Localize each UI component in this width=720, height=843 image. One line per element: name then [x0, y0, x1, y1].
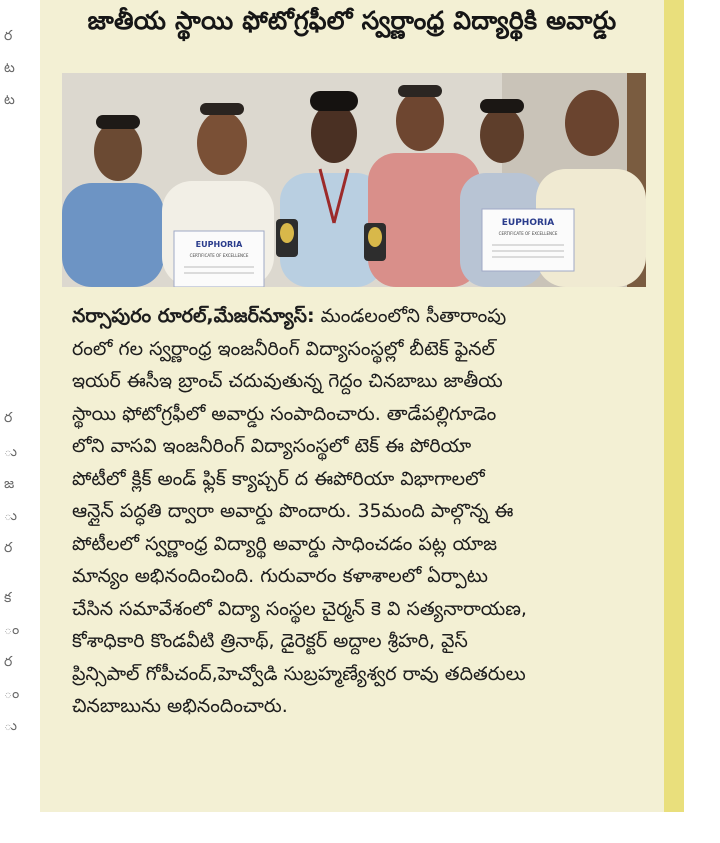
headline: జాతీయ స్థాయి ఫోటోగ్రఫీలో స్వర్ణాంధ్ర విద్యార్థికి అవార్డు	[87, 6, 617, 35]
adjacent-column-fragment	[0, 0, 40, 843]
certificate-right-title: CERTIFICATE OF EXCELLENCE	[498, 231, 558, 236]
article-line: స్థాయి ఫోటోగ్రఫీలో అవార్డు సంపాదించారు. తాడేపల్లిగూడెం	[72, 402, 497, 425]
article-line: లోని వాసవి ఇంజనీరింగ్ విద్యాసంస్థలో టెక్ ఈ పోరియా	[72, 435, 472, 457]
fragment-char: ు	[4, 444, 17, 460]
article-line: చినబాబును అభినందించారు.	[72, 695, 288, 717]
article-text: మండలంలోని సీతారాంపు	[314, 305, 507, 327]
article-line	[72, 300, 644, 333]
article-line: ఇయర్ ఈసీఇ బ్రాంచ్ చదువుతున్న గెద్దం చినబాబు జాతీయ	[72, 370, 503, 392]
fragment-char: ం	[4, 622, 20, 638]
fragment-char: ు	[4, 508, 17, 524]
fragment-char: ట	[4, 60, 15, 76]
dateline: నర్సాపురం రూరల్,మేజర్‌న్యూస్:	[72, 305, 315, 327]
article-line: ప్రిన్సిపాల్ గోపీచంద్,హెచ్వోడి సుబ్రహ్మణ్యేశ్వర రావు తదితరులు	[72, 662, 526, 685]
page-edge-highlight	[664, 0, 684, 812]
certificate-left-brand: EUPHORIA	[195, 240, 243, 249]
article-line: కోశాధికారి కొండవీటి త్రినాథ్, డైరెక్టర్ అద్దాల శ్రీహరి, వైస్	[72, 630, 468, 652]
fragment-char: క	[4, 590, 12, 606]
fragment-char: జ	[4, 476, 15, 492]
award-photo-illustration	[62, 73, 646, 287]
article-body	[72, 300, 644, 723]
fragment-char: ర	[4, 410, 13, 426]
news-clipping	[40, 0, 664, 812]
fragment-char: ట	[4, 92, 15, 108]
article-line: మాన్యం అభినందించింది. గురువారం కళాశాలలో ఏర్పాటు	[72, 565, 488, 587]
award-photo	[62, 73, 646, 287]
article-line: పోటీలో క్లిక్ అండ్ ఫ్లిక్ క్యాప్చర్ ద ఈపోరియా విభాగాలలో	[72, 467, 485, 490]
fragment-char: ర	[4, 28, 13, 44]
article-line: ఆన్లైన్ పద్ధతి ద్వారా అవార్డు పొందారు. 35మంది పాల్గొన్న ఈ	[72, 500, 514, 522]
fragment-char: ర	[4, 654, 13, 670]
fragment-char: ం	[4, 686, 20, 702]
certificate-left-title: CERTIFICATE OF EXCELLENCE	[189, 253, 249, 258]
article-line: రంలో గల స్వర్ణాంధ్ర ఇంజనీరింగ్ విద్యాసంస్థల్లో బీటెక్ ఫైనల్	[72, 337, 496, 360]
article-line: చేసిన సమావేశంలో విద్యా సంస్థల చైర్మన్ కె వి సత్యనారాయణ,	[72, 597, 527, 620]
certificate-right-brand: EUPHORIA	[501, 218, 555, 228]
fragment-char: ు	[4, 718, 17, 734]
certificate-right	[482, 209, 574, 271]
fragment-char: ర	[4, 540, 13, 556]
article-line: పోటీలలో స్వర్ణాంధ్ర విద్యార్థి అవార్డు సాధించడం పట్ల యాజ	[72, 532, 498, 555]
certificate-left	[174, 231, 264, 287]
